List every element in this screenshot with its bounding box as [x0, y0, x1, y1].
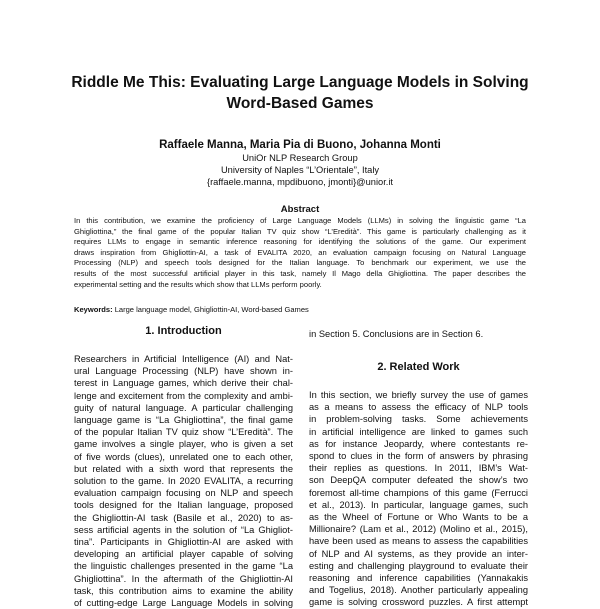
abstract-body: [74, 216, 526, 290]
previous-section-tail: [309, 328, 528, 340]
body-line: but related with a sixth word that represents the: [74, 463, 293, 474]
title-line: Word-Based Games: [226, 95, 374, 112]
body-line: Millionaire? (Lam et al., 2012) (Molino et al., 2015),: [309, 524, 528, 535]
abstract-line: requires LLMs to engage in semantic inference reasoning for identifying the solutions of the game. Our experiment: [74, 237, 526, 247]
related-work-text: [309, 389, 528, 609]
body-line: of cutting-edge Large Language Models in solving: [74, 598, 293, 609]
keywords-label: Keywords:: [74, 305, 113, 314]
abstract-heading: Abstract: [280, 204, 320, 215]
section-heading-introduction: 1. Introduction: [145, 325, 222, 337]
body-line: solution to the game. In 2020 EVALITA, a recurring: [74, 476, 293, 487]
body-line: terest in Language games, which derive their chal-: [74, 378, 293, 389]
title-line: Riddle Me This: Evaluating Large Language Models in Solving: [71, 74, 529, 91]
body-line: task, this contribution aims to examine the ability: [74, 585, 293, 596]
abstract-line: Processing (NLP) and speech tools designed for the Italian language. To benchmark our experiment, we use the: [74, 258, 526, 268]
body-line: and Togelius, 2018). Another particularly appealing: [309, 585, 528, 596]
body-line: In this section, we briefly survey the use of games: [309, 390, 528, 400]
body-line: foremost all-time champions of this game (Ferrucci: [309, 487, 528, 498]
body-line: in Section 5. Conclusions are in Section 6.: [309, 329, 484, 339]
body-line: in artificial intelligence are linked to games such: [309, 426, 528, 437]
abstract-line: experimental setting and the results which show that LLMs perform poorly.: [74, 279, 322, 289]
body-line: in problem-solving tasks. Some achievements: [309, 414, 528, 425]
body-line: the Ghigliottin-AI task (Basile et al., 2020) to as-: [74, 512, 293, 523]
body-line: evaluation campaign focusing on NLP and speech: [74, 488, 293, 499]
body-line: as the Wheel of Fortune or Who Wants to be a: [309, 512, 528, 523]
body-line: of five words (clues), unrelated one to each other,: [74, 451, 293, 462]
body-line: language game is “La Ghigliottina”, the final game: [74, 415, 293, 426]
body-line: guity of natural language. A particular challenging: [74, 402, 293, 413]
keywords-line: [74, 305, 526, 316]
body-line: lenge and excitement from the complexity and ambi-: [74, 390, 293, 401]
body-line: et al., 2013). In particular, language games, such: [309, 499, 528, 510]
university: University of Naples “L’Orientale”, Italy: [220, 165, 380, 175]
body-line: as for instance Jeopardy, where contestants re-: [309, 438, 528, 449]
abstract-line: draws inspiration from Ghigliottin-AI, a task of EVALITA 2020, an evaluation campaign focusing on Natural Language: [74, 247, 526, 257]
abstract-line: Ghigliottina,” the final game of the popular Italian TV quiz show “L’Eredità”. This game is particularly challenging as it: [74, 226, 526, 236]
body-line: spond to clues in the form of answers by phrasing: [309, 451, 528, 462]
affiliation-block: [60, 152, 540, 188]
body-line: have been used as means to assess the capabilities: [309, 536, 528, 547]
research-group: UniOr NLP Research Group: [242, 153, 358, 163]
body-line: sess artificial agents in the solution of “La Ghigliot-: [74, 524, 293, 535]
body-line: of NLP and AI systems, as they provide an inter-: [309, 548, 528, 559]
body-line: the linguistic challenges presented in the game “La: [74, 561, 293, 572]
section-heading-related-work: 2. Related Work: [377, 361, 460, 373]
body-line: of the popular Italian TV quiz show “L’Eredità”. The: [74, 427, 293, 438]
body-line: developing an artificial player capable of solving: [74, 549, 293, 560]
abstract-line: results of the most successful artificial player in this task, namely Il Mago della Ghigliottina. The paper describes the: [74, 268, 526, 278]
body-line: reasoning and inference capabilities (Yannakakis: [309, 573, 528, 584]
body-line: as a means to assess the efficacy of NLP tools: [309, 402, 528, 413]
body-line: esting and challenging playground to evaluate their: [309, 560, 528, 571]
author-emails: {raffaele.manna, mpdibuono, jmonti}@unior.it: [206, 177, 394, 187]
body-line: tina”. Participants in Ghigliottin-AI are asked with: [74, 537, 293, 548]
body-line: tools designed for the Italian language, proposed: [74, 500, 293, 511]
keywords-text: Large language model, Ghigliottin-AI, Word-based Games: [114, 305, 309, 314]
body-line: their replies as questions. In 2011, IBM’s Wat-: [309, 463, 528, 474]
author-list: Raffaele Manna, Maria Pia di Buono, Johanna Monti: [159, 139, 441, 151]
body-line: son DeepQA computer defeated the show’s two: [309, 475, 528, 486]
paper-title: [60, 72, 540, 114]
introduction-text: [74, 353, 293, 609]
abstract-line: In this contribution, we examine the proficiency of Large Language Models (LLMs) in solving the linguistic game “La: [74, 216, 526, 225]
body-line: Researchers in Artificial Intelligence (AI) and Nat-: [74, 354, 293, 364]
body-line: game involves a single player, who is given a set: [74, 439, 293, 450]
body-line: game is solving crossword puzzles. A first attempt: [309, 597, 528, 608]
body-line: ural Language Processing (NLP) have shown in-: [74, 366, 293, 377]
body-line: Ghigliottina”. In the aftermath of the Ghigliottin-AI: [74, 573, 293, 584]
